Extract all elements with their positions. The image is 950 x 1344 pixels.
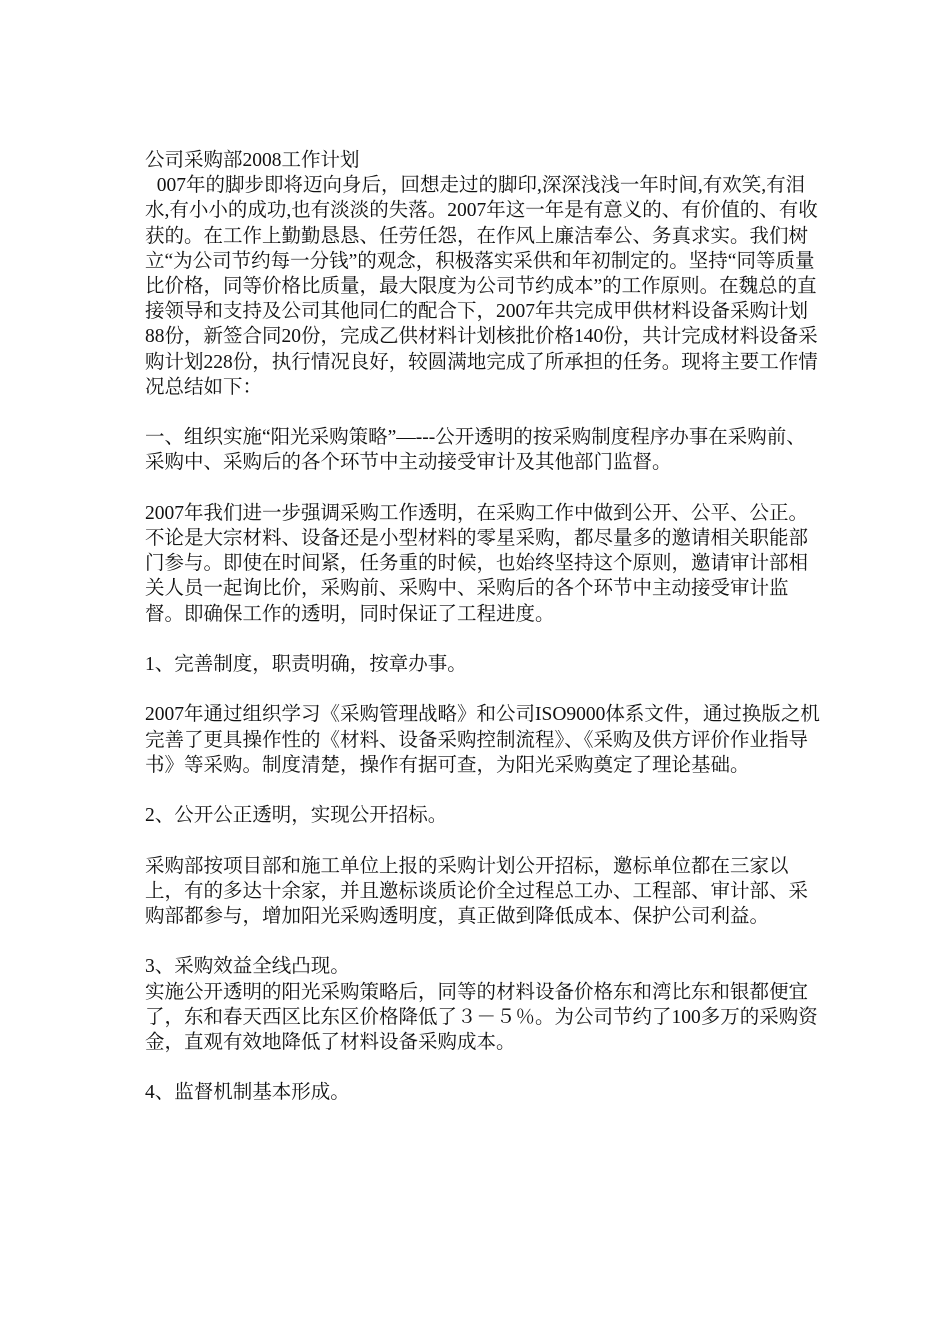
section1-body: 2007年我们进一步强调采购工作透明，在采购工作中做到公开、公平、公正。不论是大宗材料、设备还是小型材料的零星采购，都尽量多的邀请相关职能部门参与。即使在时间紧，任务重的时候，也始终坚持这个原则，邀请审计部相关人员一起询比价，采购前、采购中、采购后的各个环节中主动接受审计监督。即确保工作的透明，同时保证了工程进度。 bbox=[145, 502, 809, 625]
item2-body: 采购部按项目部和施工单位上报的采购计划公开招标，邀标单位都在三家以上，有的多达十余家，并且邀标谈质论价全过程总工办、工程部、审计部、采购部都参与，增加阳光采购透明度，真正做到降低成本、保护公司利益。 bbox=[145, 855, 809, 927]
document-title: 公司采购部2008工作计划 bbox=[145, 150, 360, 171]
paragraph-spacer bbox=[145, 828, 825, 853]
paragraph-spacer bbox=[145, 627, 825, 652]
item4-heading: 4、监督机制基本形成。 bbox=[145, 1082, 350, 1104]
item1-body: 2007年通过组织学习《采购管理战略》和公司ISO9000体系文件，通过换版之机完善了更具操作性的《材料、设备采购控制流程》、《采购及供方评价作业指导书》等采购。制度清楚，操作有据可查，为阳光采购奠定了理论基础。 bbox=[145, 704, 820, 776]
paragraph-spacer bbox=[145, 1055, 825, 1080]
paragraph-spacer bbox=[145, 677, 825, 702]
paragraph-spacer bbox=[145, 476, 825, 501]
intro-paragraph: 007年的脚步即将迈向身后，回想走过的脚印,深深浅浅一年时间,有欢笑,有泪水,有小小的成功,也有淡淡的失落。2007年这一年是有意义的、有价值的、有收获的。在工作上勤勤恳恳、任劳任怨，在作风上廉洁奉公、务真求实。我们树立“为公司节约每一分钱”的观念，积极落实采供和年初制定的。坚持“同等质量比价格，同等价格比质量，最大限度为公司节约成本”的工作原则。在魏总的直接领导和支持及公司其他同仁的配合下，2007年共完成甲供材料设备采购计划88份，新签合同20份，完成乙供材料计划核批价格140份，共计完成材料设备采购计划228份，执行情况良好，较圆满地完成了所承担的任务。现将主要工作情况总结如下： bbox=[145, 175, 818, 398]
document-page bbox=[145, 148, 825, 1106]
section1-heading: 一、组织实施“阳光采购策略”—---公开透明的按采购制度程序办事在采购前、采购中、采购后的各个环节中主动接受审计及其他部门监督。 bbox=[145, 427, 806, 474]
item3-heading: 3、采购效益全线凸现。 bbox=[145, 956, 350, 978]
paragraph-spacer bbox=[145, 400, 825, 425]
item2-heading: 2、公开公正透明，实现公开招标。 bbox=[145, 805, 448, 827]
paragraph-spacer bbox=[145, 929, 825, 954]
item1-heading: 1、完善制度，职责明确，按章办事。 bbox=[145, 654, 467, 676]
item3-body: 实施公开透明的阳光采购策略后，同等的材料设备价格东和湾比东和银都便宜了，东和春天西区比东区价格降低了３－５％。为公司节约了100多万的采购资金，直观有效地降低了材料设备采购成本。 bbox=[145, 981, 818, 1053]
paragraph-spacer bbox=[145, 778, 825, 803]
